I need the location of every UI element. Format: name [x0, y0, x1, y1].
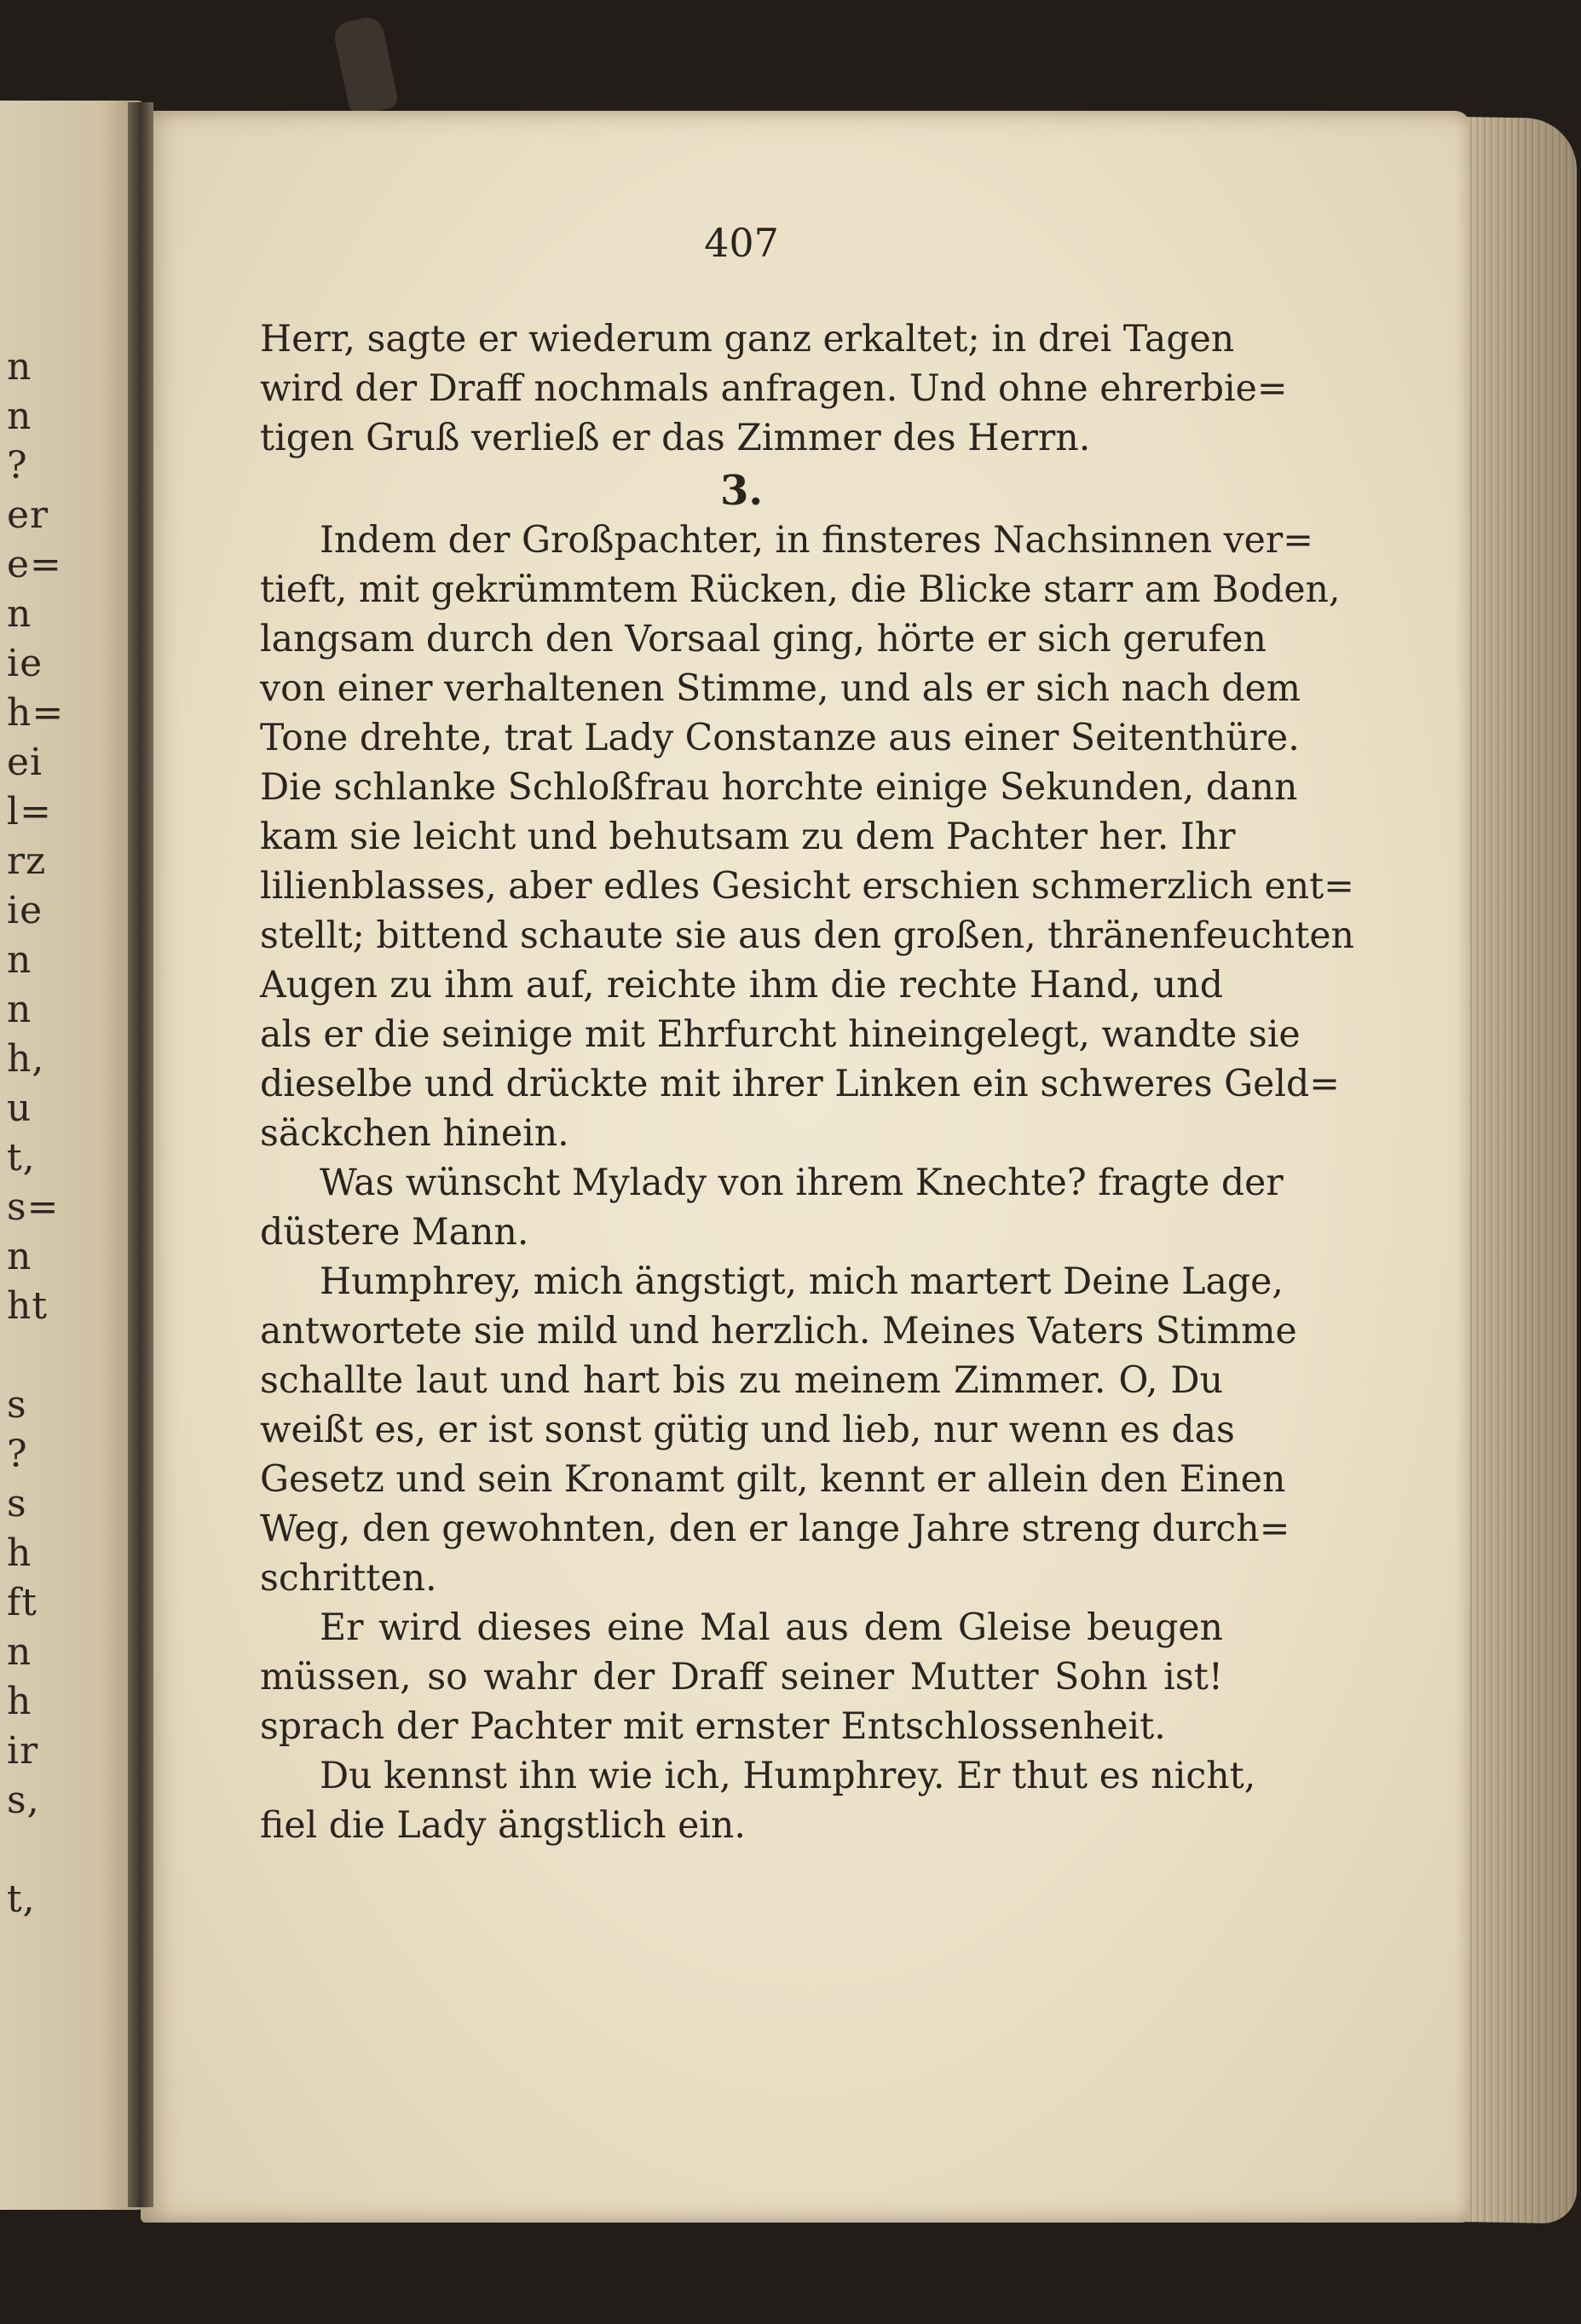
- left-page-fragment: n: [7, 938, 32, 982]
- ribbon-bookmark: [332, 14, 400, 117]
- left-page-fragment: ie: [7, 642, 43, 685]
- text-line: wird der Draff nochmals anfragen. Und ohne ehrerbie=: [260, 367, 1288, 410]
- left-page-fragment: n: [7, 1630, 32, 1674]
- text-line: stellt; bittend schaute sie aus den großen, thränenfeuchten: [260, 914, 1354, 957]
- left-page-fragment: e=: [7, 543, 62, 586]
- left-page-fragment: ie: [7, 889, 43, 932]
- left-page-fragment: n: [7, 345, 32, 389]
- text-line: düstere Mann.: [260, 1211, 529, 1254]
- text-line: fiel die Lady ängstlich ein.: [260, 1804, 746, 1847]
- text-line: säckchen hinein.: [260, 1112, 569, 1155]
- text-line: von einer verhaltenen Stimme, und als er sich nach dem: [260, 667, 1301, 710]
- text-line: Indem der Großpachter, in finsteres Nachsinnen ver=: [320, 519, 1313, 562]
- text-line: antwortete sie mild und herzlich. Meines Vaters Stimme: [260, 1310, 1297, 1352]
- text-line: sprach der Pachter mit ernster Entschlossenheit.: [260, 1705, 1166, 1748]
- text-line: Was wünscht Mylady von ihrem Knechte? fragte der: [320, 1162, 1284, 1204]
- left-page-fragment: s: [7, 1482, 27, 1525]
- text-line: tigen Gruß verließ er das Zimmer des Herrn.: [260, 417, 1091, 459]
- left-page-fragment: h=: [7, 691, 65, 735]
- text-line: Augen zu ihm auf, reichte ihm die rechte Hand, und: [260, 964, 1223, 1006]
- left-page-fragment: er: [7, 493, 49, 537]
- text-line: schritten.: [260, 1557, 437, 1600]
- left-page-fragment: ir: [7, 1729, 39, 1773]
- text-line: lilienblasses, aber edles Gesicht erschien schmerzlich ent=: [260, 865, 1354, 908]
- left-page-fragment: s: [7, 1383, 27, 1427]
- text-line: kam sie leicht und behutsam zu dem Pachter her. Ihr: [260, 816, 1236, 858]
- section-number: 3.: [719, 467, 764, 515]
- text-line: Du kennst ihn wie ich, Humphrey. Er thut es nicht,: [320, 1755, 1256, 1797]
- left-page-fragment: ht: [7, 1284, 49, 1328]
- text-line: Die schlanke Schloßfrau horchte einige Sekunden, dann: [260, 766, 1298, 809]
- text-line: müssen, so wahr der Draff seiner Mutter Sohn ist!: [260, 1656, 1223, 1698]
- text-line: Er wird dieses eine Mal aus dem Gleise beugen: [320, 1606, 1223, 1649]
- left-page-fragment: t,: [7, 1136, 36, 1179]
- left-page-fragment: n: [7, 592, 32, 636]
- text-line: Gesetz und sein Kronamt gilt, kennt er allein den Einen: [260, 1458, 1286, 1501]
- left-page-fragment: n: [7, 1235, 32, 1278]
- left-page-fragment: ?: [7, 1433, 28, 1476]
- text-line: schallte laut und hart bis zu meinem Zimmer. O, Du: [260, 1359, 1223, 1402]
- text-line: Herr, sagte er wiederum ganz erkaltet; in drei Tagen: [260, 318, 1235, 360]
- text-line: Tone drehte, trat Lady Constanze aus einer Seitenthüre.: [260, 717, 1300, 759]
- left-page-fragment: s=: [7, 1185, 60, 1229]
- book-gutter: [128, 102, 153, 2207]
- text-line: Weg, den gewohnten, den er lange Jahre streng durch=: [260, 1508, 1290, 1550]
- left-page-fragment: ft: [7, 1581, 38, 1624]
- left-page-fragment: ?: [7, 444, 28, 487]
- text-line: als er die seinige mit Ehrfurcht hineingelegt, wandte sie: [260, 1013, 1301, 1056]
- left-page-fragment: rz: [7, 839, 47, 883]
- left-page-fragment: l=: [7, 790, 52, 833]
- text-line: tieft, mit gekrümmtem Rücken, die Blicke starr am Boden,: [260, 568, 1341, 611]
- left-page-fragment: ei: [7, 741, 43, 784]
- left-page-fragment: s,: [7, 1779, 40, 1822]
- left-page-fragment: n: [7, 395, 32, 438]
- left-page-fragment: u: [7, 1087, 32, 1130]
- left-page-fragment: t,: [7, 1877, 36, 1921]
- left-page-fragment: h,: [7, 1037, 45, 1081]
- left-page-fragment: n: [7, 988, 32, 1031]
- text-line: langsam durch den Vorsaal ging, hörte er sich gerufen: [260, 618, 1267, 660]
- text-line: weißt es, er ist sonst gütig und lieb, nur wenn es das: [260, 1409, 1235, 1451]
- left-page-fragment: h: [7, 1531, 32, 1575]
- left-page-fragment: h: [7, 1680, 32, 1723]
- text-line: dieselbe und drückte mit ihrer Linken ein schweres Geld=: [260, 1063, 1340, 1105]
- page-number: 407: [704, 220, 779, 266]
- text-line: Humphrey, mich ängstigt, mich martert Deine Lage,: [320, 1260, 1284, 1303]
